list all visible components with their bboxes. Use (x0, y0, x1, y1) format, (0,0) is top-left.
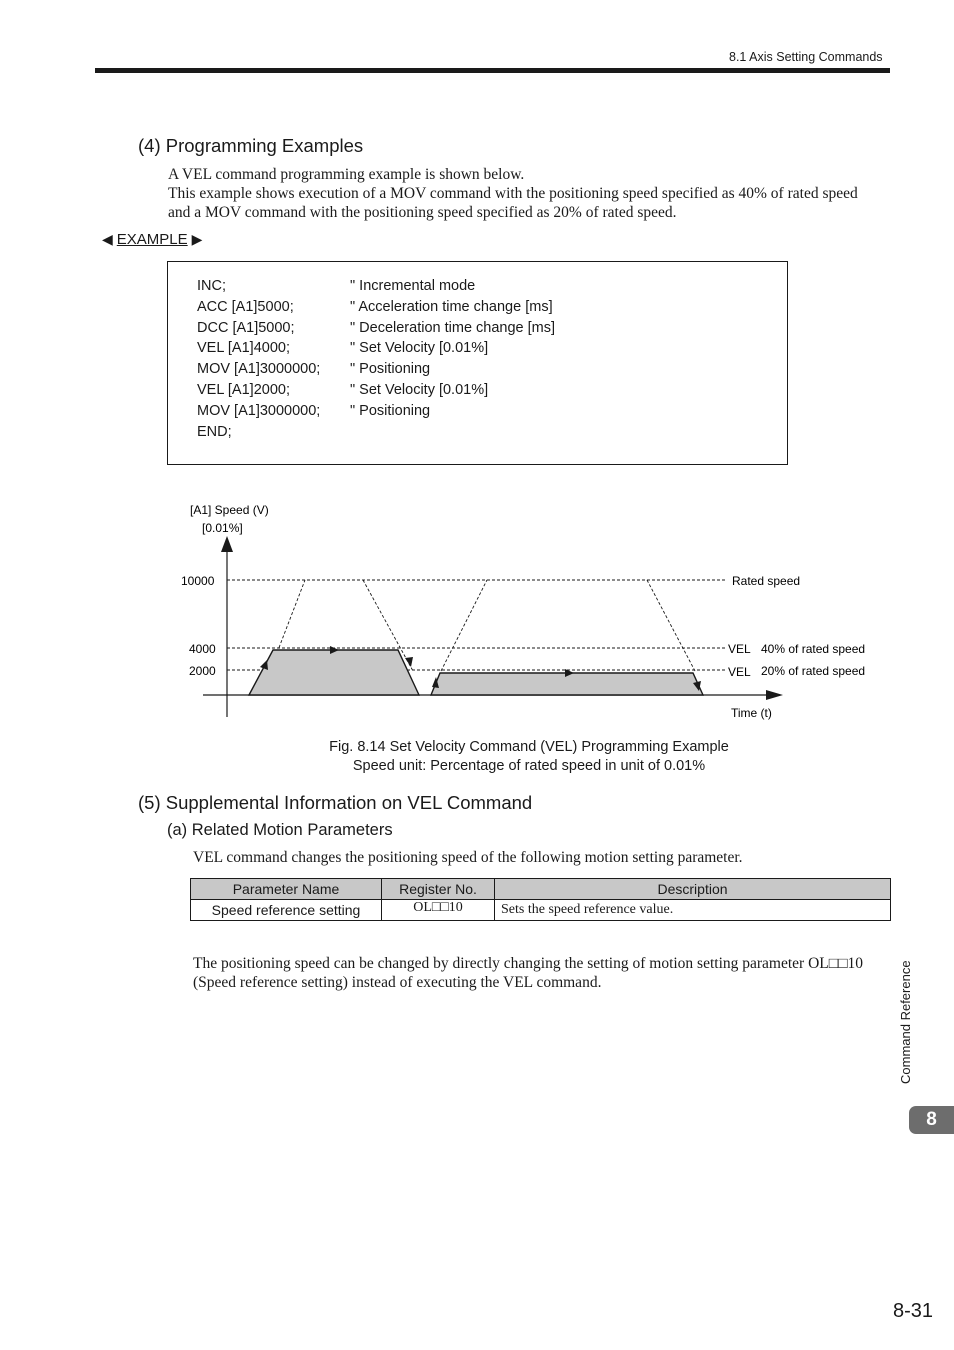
x-axis-label: Time (t) (731, 706, 772, 720)
vel-marker-40: VEL (728, 642, 751, 656)
decel-guide-2 (647, 580, 695, 671)
vel-20-label: 20% of rated speed (761, 664, 866, 678)
code-statement: MOV [A1]3000000; (197, 361, 321, 377)
code-statement: END; (197, 424, 232, 440)
code-comment: " Incremental mode (350, 278, 476, 294)
section-5a-heading: (a) Related Motion Parameters (167, 821, 393, 839)
y-tick-label: 10000 (181, 574, 215, 588)
code-line (197, 382, 757, 403)
code-line (197, 403, 757, 424)
section-4-heading: (4) Programming Examples (138, 135, 364, 156)
code-comment: " Set Velocity [0.01%] (350, 340, 489, 356)
profile-20-percent (431, 673, 703, 695)
side-tab-label: Command Reference (898, 960, 913, 1084)
code-line (197, 299, 757, 320)
parameter-table (190, 878, 891, 921)
profile-40-percent (249, 650, 419, 695)
cell-register-no: OL□□10 (382, 900, 495, 921)
rated-speed-label: Rated speed (732, 574, 801, 588)
header-register-no: Register No. (382, 879, 495, 900)
header-parameter-name: Parameter Name (191, 879, 382, 900)
y-tick-label: 4000 (189, 642, 216, 656)
code-statement: DCC [A1]5000; (197, 320, 295, 336)
section-4-para-2-line-1: This example shows execution of a MOV command with the positioning speed specified as 40% of rated speed (168, 185, 858, 202)
running-header: 8.1 Axis Setting Commands (729, 50, 883, 64)
cell-description: Sets the speed reference value. (495, 900, 891, 921)
code-comment: " Acceleration time change [ms] (350, 299, 553, 315)
code-line (197, 340, 757, 361)
note-line-2: (Speed reference setting) instead of executing the VEL command. (193, 974, 602, 991)
page-number: 8-31 (893, 1300, 934, 1322)
table-header-row (191, 879, 891, 900)
header-rule (95, 68, 890, 73)
example-tag (102, 231, 202, 248)
code-comment: " Positioning (350, 361, 431, 377)
cell-parameter-name: Speed reference setting (191, 900, 382, 921)
section-5a-para: VEL command changes the positioning speed of the following motion setting parameter. (193, 849, 743, 866)
accel-guide-2 (441, 580, 487, 671)
code-example-box (167, 261, 788, 465)
code-statement: VEL [A1]2000; (197, 382, 290, 398)
figure-subcaption: Speed unit: Percentage of rated speed in unit of 0.01% (352, 758, 706, 774)
code-comment: " Positioning (350, 403, 431, 419)
code-line (197, 424, 757, 445)
section-5-heading: (5) Supplemental Information on VEL Command (138, 792, 533, 813)
code-statement: MOV [A1]3000000; (197, 403, 321, 419)
arrow-icon (260, 660, 268, 670)
table-row (191, 900, 891, 921)
arrow-icon (405, 657, 413, 667)
note-line-1: The positioning speed can be changed by directly changing the setting of motion setting parameter OL□□10 (193, 955, 863, 972)
code-line (197, 278, 757, 299)
section-4-para-2-line-2: and a MOV command with the positioning speed specified as 20% of rated speed. (168, 204, 677, 221)
code-statement: ACC [A1]5000; (197, 299, 294, 315)
code-comment: " Set Velocity [0.01%] (350, 382, 489, 398)
x-axis-arrow-icon (766, 690, 783, 700)
code-statement: VEL [A1]4000; (197, 340, 290, 356)
vel-40-label: 40% of rated speed (761, 642, 866, 656)
figure-caption: Fig. 8.14 Set Velocity Command (VEL) Programming Example (329, 739, 729, 755)
right-triangle-icon: ▶ (191, 231, 203, 247)
code-statement: INC; (197, 278, 226, 294)
code-line (197, 320, 757, 341)
y-axis-label-line-2: [0.01%] (202, 521, 243, 535)
y-axis-label-line-1: [A1] Speed (V) (190, 503, 269, 517)
code-comment: " Deceleration time change [ms] (350, 320, 556, 336)
y-tick-label: 2000 (189, 664, 216, 678)
code-line (197, 361, 757, 382)
section-4-para-1: A VEL command programming example is shown below. (168, 166, 525, 183)
example-label: EXAMPLE (116, 231, 188, 248)
chapter-tab: 8 (909, 1106, 954, 1134)
left-triangle-icon: ◀ (102, 231, 113, 247)
y-axis-arrow-icon (221, 536, 233, 552)
header-description: Description (495, 879, 891, 900)
vel-marker-20: VEL (728, 665, 751, 679)
speed-time-chart (160, 495, 900, 730)
